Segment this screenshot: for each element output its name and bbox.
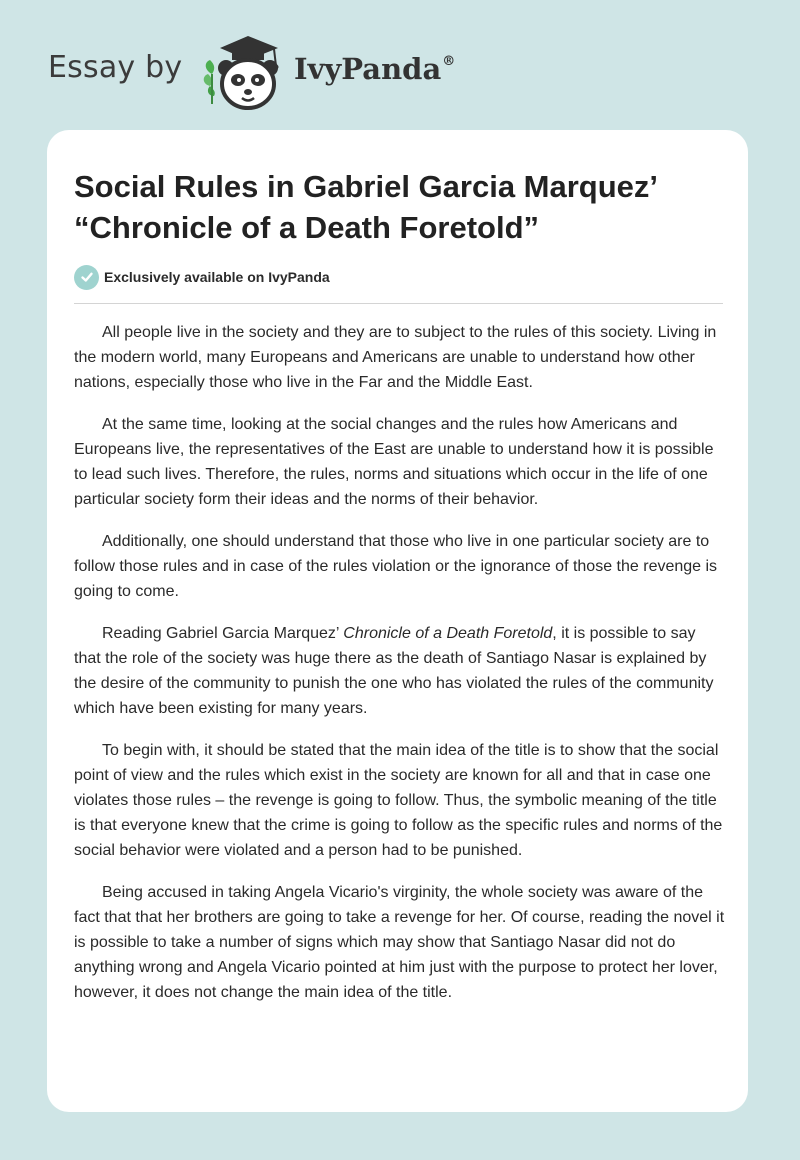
essay-by-label: Essay by bbox=[48, 50, 183, 85]
paragraph-2: At the same time, looking at the social changes and the rules how Americans and Europeans live, the representatives of the East are unable to understand how it is possible to lead such lives. Therefore, the rules, norms and situations which occur in the life of one particular society form their ideas and the norms of their behavior. bbox=[74, 416, 714, 508]
essay-body bbox=[74, 320, 726, 1022]
exclusive-badge bbox=[74, 264, 330, 290]
paragraph-6: Being accused in taking Angela Vicario's virginity, the whole society was aware of the fact that that her brothers are going to take a revenge for her. Of course, reading the novel it is possible to take a number of signs which may show that Santiago Nasar did not do anything wrong and Angela Vicario pointed at him just with the purpose to protect her lover, however, it does not change the main idea of the title. bbox=[74, 884, 725, 1001]
paragraph-4-lead: Reading Gabriel Garcia Marquez’ bbox=[102, 625, 344, 642]
paragraph-1: All people live in the society and they are to subject to the rules of this society. Living in the modern world, many Europeans and Americans are unable to understand how other nations, especially those who live in the Far and the Middle East. bbox=[74, 324, 717, 391]
essay-title: Social Rules in Gabriel Garcia Marquez’ “Chronicle of a Death Foretold” bbox=[74, 169, 657, 245]
divider bbox=[74, 303, 723, 304]
paragraph-4 bbox=[74, 621, 726, 721]
paragraph-4-rest: , it is possible to say that the role of the society was huge there as the death of Santiago Nasar is explained by the desire of the community to punish the one who has violated the rules of the community which have been existing for many years. bbox=[74, 625, 714, 717]
check-icon bbox=[74, 265, 99, 290]
brand-label: IvyPanda bbox=[294, 52, 442, 86]
site-header bbox=[0, 0, 800, 130]
paragraph-5: To begin with, it should be stated that the main idea of the title is to show that the social point of view and the rules which exist in the society are known for all and that in case one violates those rules – the revenge is going to follow. Thus, the symbolic meaning of the title is that everyone knew that the crime is going to follow as the specific rules and norms of the social behavior were violated and a person had to be punished. bbox=[74, 742, 723, 859]
brand-name[interactable] bbox=[294, 52, 455, 86]
essay-card bbox=[47, 130, 748, 1112]
paragraph-3: Additionally, one should understand that those who live in one particular society are to follow those rules and in case of the rules violation or the ignorance of those the revenge is going to come. bbox=[74, 533, 718, 600]
panda-graduate-icon[interactable] bbox=[200, 34, 290, 112]
book-title: Chronicle of a Death Foretold bbox=[343, 625, 553, 642]
registered-mark: ® bbox=[442, 54, 456, 69]
badge-label: Exclusively available on IvyPanda bbox=[104, 269, 330, 285]
